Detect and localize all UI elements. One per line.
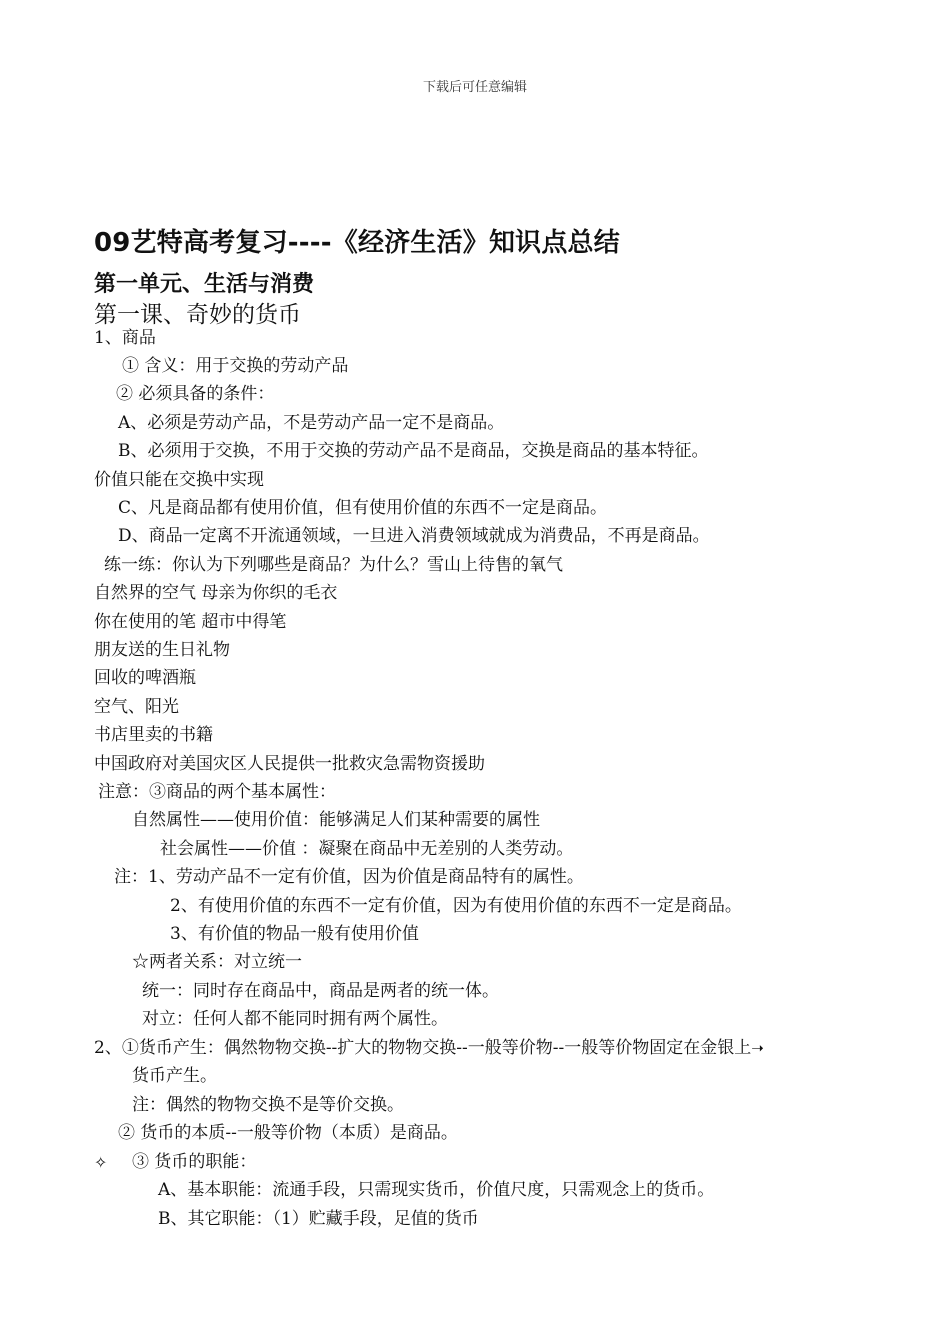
list-item: 你在使用的笔 超市中得笔 <box>94 612 287 632</box>
list-item: 价值只能在交换中实现 <box>94 470 264 490</box>
list-item: ② 必须具备的条件： <box>116 384 275 404</box>
page-header-note: 下载后可任意编辑 <box>422 80 527 95</box>
list-item: 注：1、劳动产品不一定有价值，因为价值是商品特有的属性。 <box>114 867 584 887</box>
list-item: 自然界的空气 母亲为你织的毛衣 <box>94 583 338 603</box>
list-item: ③ 货币的职能： <box>132 1152 257 1172</box>
list-item: C、凡是商品都有使用价值，但有使用价值的东西不一定是商品。 <box>118 498 608 518</box>
section-2-text: 2、①货币产生：偶然物物交换--扩大的物物交换--一般等价物--一般等价物固定在金银上 <box>94 1038 752 1058</box>
lesson-heading: 第一课、奇妙的货币 <box>94 302 301 328</box>
list-item: 书店里卖的书籍 <box>94 725 213 745</box>
list-item: 朋友送的生日礼物 <box>94 640 230 660</box>
list-item: 统一：同时存在商品中，商品是两者的统一体。 <box>142 981 499 1001</box>
list-item: 货币产生。 <box>132 1066 217 1086</box>
list-item: 自然属性——使用价值：能够满足人们某种需要的属性 <box>132 810 540 830</box>
note-heading: 注意：③商品的两个基本属性： <box>98 782 336 802</box>
list-item: 对立：任何人都不能同时拥有两个属性。 <box>142 1009 448 1029</box>
list-item: 3、有价值的物品一般有使用价值 <box>170 924 419 944</box>
list-item: D、商品一定离不开流通领域，一旦进入消费领域就成为消费品，不再是商品。 <box>118 526 710 546</box>
list-item: 社会属性——价值 ：凝聚在商品中无差别的人类劳动。 <box>160 839 574 859</box>
list-item: ① 含义：用于交换的劳动产品 <box>122 356 349 376</box>
list-item: A、基本职能：流通手段，只需现实货币，价值尺度，只需观念上的货币。 <box>158 1180 715 1200</box>
section-2-heading <box>94 1038 764 1058</box>
section-1-heading: 1、商品 <box>94 328 156 348</box>
list-item: ② 货币的本质--一般等价物（本质）是商品。 <box>118 1123 458 1143</box>
unit-heading: 第一单元、生活与消费 <box>94 272 315 297</box>
list-item: B、必须用于交换，不用于交换的劳动产品不是商品，交换是商品的基本特征。 <box>118 441 709 461</box>
arrow-right-icon: ➝ <box>751 1039 764 1057</box>
list-item: 空气、阳光 <box>94 697 179 717</box>
list-item: 2、有使用价值的东西不一定有价值，因为有使用价值的东西不一定是商品。 <box>170 896 742 916</box>
list-item: 注：偶然的物物交换不是等价交换。 <box>132 1095 404 1115</box>
star-bullet-icon: ✧ <box>94 1153 108 1172</box>
document-title: 09艺特高考复习----《经济生活》知识点总结 <box>94 228 620 258</box>
list-item: 中国政府对美国灾区人民提供一批救灾急需物资援助 <box>94 754 485 774</box>
list-item: ☆两者关系：对立统一 <box>132 952 302 972</box>
list-item: 回收的啤酒瓶 <box>94 668 196 688</box>
exercise-prompt: 练一练：你认为下列哪些是商品？为什么？雪山上待售的氧气 <box>104 555 563 575</box>
list-item: A、必须是劳动产品，不是劳动产品一定不是商品。 <box>118 413 505 433</box>
list-item: B、其它职能：（1）贮藏手段，足值的货币 <box>158 1209 479 1229</box>
